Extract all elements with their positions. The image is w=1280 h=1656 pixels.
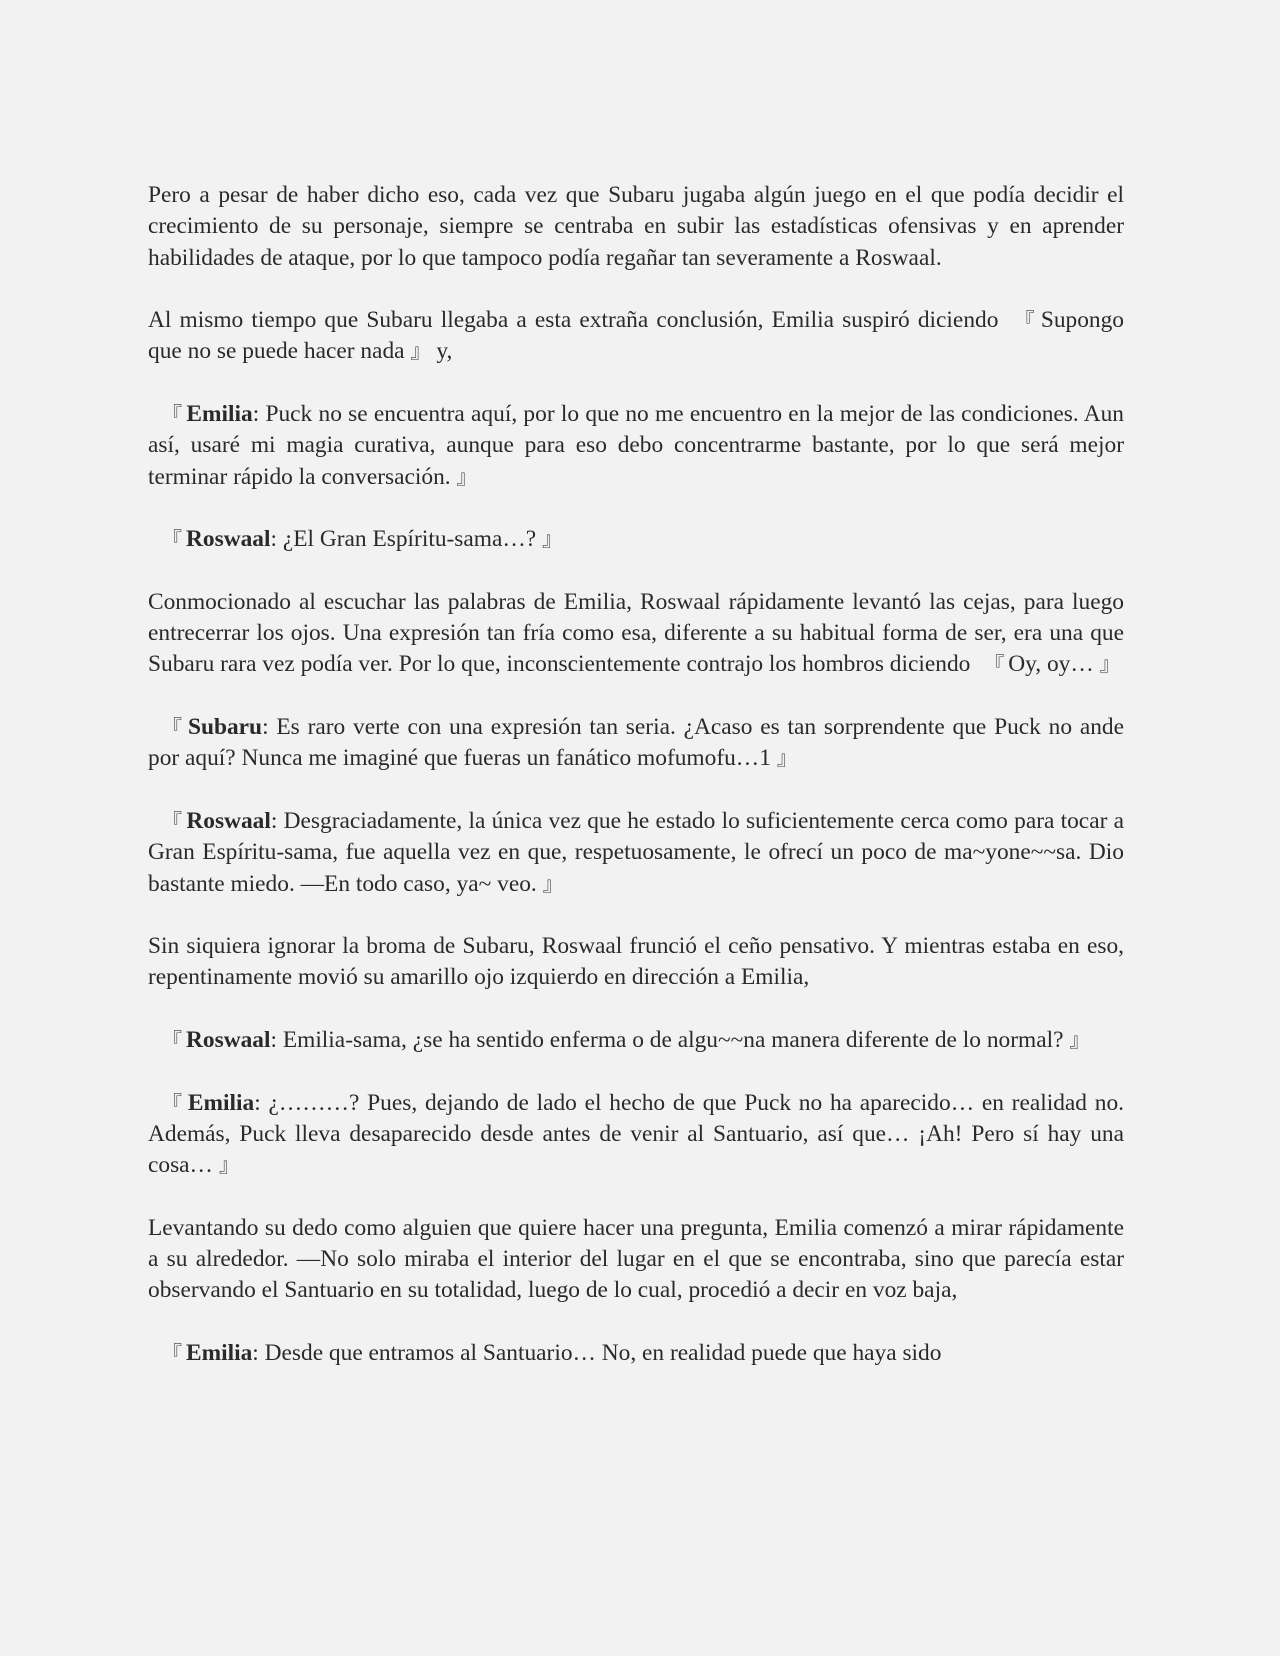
dialogue-text: : Emilia-sama, ¿se ha sentido enferma o de algu~~na manera diferente de lo normal? <box>270 1027 1064 1054</box>
close-quote-bracket: 』 <box>542 871 563 896</box>
paragraph-text: Pero a pesar de haber dicho eso, cada vez que Subaru jugaba algún juego en el que podía decidir el crecimiento de su personaje, siempre se centraba en subir las estadísticas ofensivas y en aprender habilidades de ataque, por lo que tampoco podía regañar tan severamente a Roswaal. <box>148 182 1124 271</box>
dialogue-paragraph <box>148 524 1124 555</box>
document-body <box>148 180 1124 1369</box>
open-quote-bracket: 『 <box>162 527 182 552</box>
dialogue-text: : Es raro verte con una expresión tan seria. ¿Acaso es tan sorprendente que Puck no ande por aquí? Nunca me imaginé que fueras un fanático mofumofu…1 <box>148 714 1124 772</box>
dialogue-text: : Desde que entramos al Santuario… No, en realidad puede que haya sido <box>252 1339 942 1366</box>
speaker-name: Subaru <box>187 714 263 741</box>
speaker-name: Roswaal <box>186 1027 271 1054</box>
close-quote-bracket: 』 <box>1099 652 1120 677</box>
close-quote-bracket: 』 <box>542 527 563 552</box>
dialogue-paragraph <box>148 399 1124 493</box>
dialogue-paragraph <box>148 806 1124 900</box>
narration-paragraph <box>148 1213 1124 1307</box>
speaker-name: Roswaal <box>186 526 271 553</box>
dialogue-text: : ¿El Gran Espíritu-sama…? <box>270 526 537 553</box>
dialogue-paragraph <box>148 1025 1124 1056</box>
dialogue-paragraph <box>148 1338 1124 1369</box>
close-quote-bracket: 』 <box>1069 1028 1090 1053</box>
open-quote-bracket: 『 <box>162 1028 182 1053</box>
narration-paragraph <box>148 587 1124 681</box>
close-quote-bracket: 』 <box>776 746 797 771</box>
paragraph-text: Levantando su dedo como alguien que quiere hacer una pregunta, Emilia comenzó a mirar rápidamente a su alrededor. —No solo miraba el interior del lugar en el que se encontraba, sino que parecía estar observando el Santuario en su totalidad, luego de lo cual, procedió a decir en voz baja, <box>148 1214 1124 1304</box>
speaker-name: Emilia <box>187 1089 255 1116</box>
quoted-text: Oy, oy… <box>1008 651 1094 678</box>
close-quote-bracket: 』 <box>410 339 431 364</box>
dialogue-paragraph <box>148 1088 1124 1182</box>
open-quote-bracket: 『 <box>162 402 183 427</box>
speaker-name: Roswaal <box>186 807 271 834</box>
paragraph-text: Sin siquiera ignorar la broma de Subaru, Roswaal frunció el ceño pensativo. Y mientras estaba en eso, repentinamente movió su amarillo ojo izquierdo en dirección a Emilia, <box>148 933 1124 991</box>
open-quote-bracket: 『 <box>162 715 184 740</box>
dialogue-text: : Desgraciadamente, la única vez que he estado lo suficientemente cerca como para tocar a Gran Espíritu-sama, fue aquella vez en que, respetuosamente, le ofrecí un poco de ma~yone~~sa. Dio bastante miedo. —En todo caso, ya~ veo. <box>148 807 1124 897</box>
open-quote-bracket: 『 <box>984 652 1005 677</box>
open-quote-bracket: 『 <box>1014 308 1037 333</box>
paragraph-text: y, <box>430 338 453 365</box>
open-quote-bracket: 『 <box>162 1090 184 1115</box>
speaker-name: Emilia <box>186 401 253 428</box>
paragraph-text: Conmocionado al escuchar las palabras de Emilia, Roswaal rápidamente levantó las cejas, para luego entrecerrar los ojos. Una expresión tan fría como esa, diferente a su habitual forma de ser, era una que Subaru rara vez podía ver. Por lo que, inconscientemente contrajo los hombros diciendo <box>148 588 1124 678</box>
close-quote-bracket: 』 <box>218 1153 239 1178</box>
close-quote-bracket: 』 <box>456 464 477 489</box>
narration-paragraph <box>148 931 1124 994</box>
narration-paragraph <box>148 305 1124 368</box>
quoted-text: Supongo que no se puede hacer nada <box>148 307 1124 365</box>
paragraph-text: Al mismo tiempo que Subaru llegaba a esta extraña conclusión, Emilia suspiró diciendo <box>148 307 1007 334</box>
speaker-name: Emilia <box>186 1339 253 1366</box>
open-quote-bracket: 『 <box>162 1340 182 1365</box>
dialogue-text: : Puck no se encuentra aquí, por lo que no me encuentro en la mejor de las condiciones. Aun así, usaré mi magia curativa, aunque para eso debo concentrarme bastante, por lo que será mejor terminar rápido la conversación. <box>148 401 1125 490</box>
dialogue-paragraph <box>148 712 1124 775</box>
dialogue-text: : ¿………? Pues, dejando de lado el hecho de que Puck no ha aparecido… en realidad no. Además, Puck lleva desaparecido desde antes de venir al Santuario, así que… ¡Ah! Pero sí hay una cosa… <box>148 1089 1125 1179</box>
narration-paragraph <box>148 180 1124 274</box>
open-quote-bracket: 『 <box>162 808 183 833</box>
